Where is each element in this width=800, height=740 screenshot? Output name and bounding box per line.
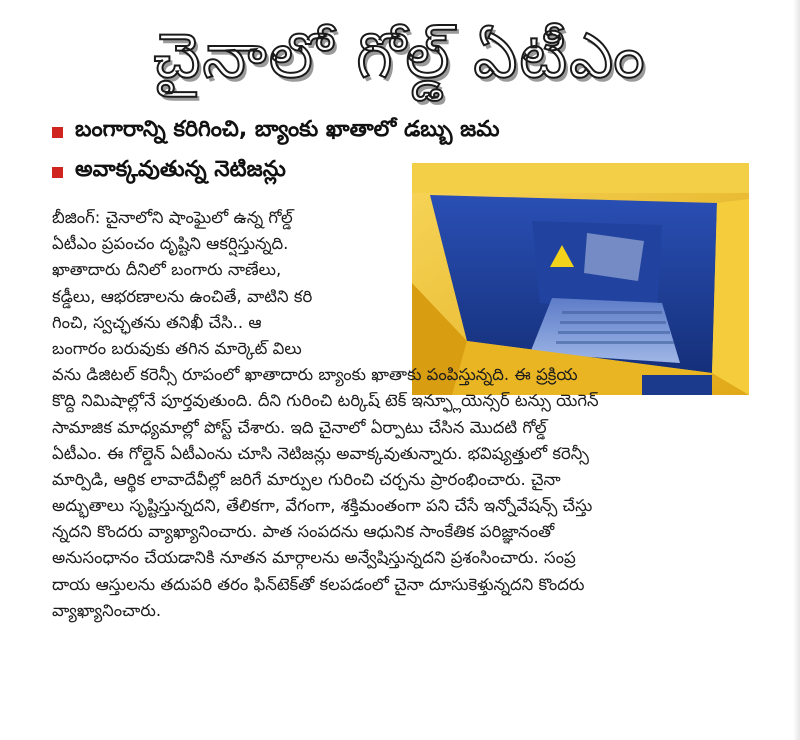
- article-headline: చైనాలో గోల్డ్ ఏటీఎం: [153, 19, 647, 92]
- subheadline-item: [52, 152, 412, 192]
- body-line: అద్భుతాలు సృష్టిస్తున్నదని, తేలికగా, వేగంగా, శక్తిమంతంగా పని చేసే ఇన్నోవేషన్స్ చేస్తు: [52, 496, 593, 516]
- body-line: మార్పిడి, ఆర్థిక లావాదేవీల్లో జరిగే మార్పుల గురించి చర్చను ప్రారంభించారు. చైనా: [52, 469, 561, 489]
- body-line: అనుసంధానం చేయడానికి నూతన మార్గాలను అన్వేషిస్తున్నదని ప్రశంసించారు. సంప్ర: [52, 548, 576, 568]
- body-line: ఏటీఎం. ఈ గోల్డెన్ ఏటీఎంను చూసి నెటిజన్లు అవాక్కవుతున్నారు. భవిష్యత్తులో కరెన్సీ: [52, 443, 589, 463]
- subheadline-item: [52, 112, 500, 152]
- body-line: ఏటీఎం ప్రపంచం దృష్టిని ఆకర్షిస్తున్నది.: [52, 234, 289, 254]
- subheadline-list: [52, 112, 500, 192]
- body-line: కడ్డీలు, ఆభరణాలను ఉంచితే, వాటిని కరి: [52, 286, 313, 306]
- body-line: వను డిజిటల్ కరెన్సీ రూపంలో ఖాతాదారు బ్యాంకు ఖాతాకు పంపిస్తున్నది. ఈ ప్రక్రియ: [52, 365, 578, 385]
- page-edge-shadow: [793, 0, 800, 740]
- subheadline-text: బంగారాన్ని కరిగించి, బ్యాంకు ఖాతాలో డబ్బు జమ: [75, 117, 500, 142]
- body-line: కొద్ది నిమిషాల్లోనే పూర్తవుతుంది. దీని గురించి టర్కిష్ టెక్ ఇన్ఫ్లూయెన్సర్ టన్సు యెగెన్: [52, 391, 599, 411]
- subheadline-text: అవాక్కవుతున్న నెటిజన్లు: [75, 157, 286, 182]
- article-body: [52, 205, 599, 624]
- body-line: బీజింగ్: చైనాలోని షాంఘైలో ఉన్న గోల్డ్: [52, 208, 293, 227]
- body-line: వ్యాఖ్యానించారు.: [52, 600, 162, 620]
- body-line: దాయ ఆస్తులను తదుపరి తరం ఫిన్‌టెక్‌తో కలపడంలో చైనా దూసుకెళ్తున్నదని కొందరు: [52, 574, 585, 594]
- red-square-bullet-icon: [52, 167, 63, 178]
- body-line: బంగారం బరువుకు తగిన మార్కెట్ విలు: [52, 338, 302, 358]
- red-square-bullet-icon: [52, 127, 63, 138]
- body-line: గించి, స్వచ్ఛతను తనిఖీ చేసి.. ఆ: [52, 312, 262, 332]
- body-line: సామాజిక మాధ్యమాల్లో పోస్ట్ చేశారు. ఇది చైనాలో ఏర్పాటు చేసిన మొదటి గోల్డ్: [52, 417, 547, 437]
- body-line: ఖాతాదారు దీనిలో బంగారు నాణేలు,: [52, 260, 282, 280]
- body-line: న్నదని కొందరు వ్యాఖ్యానించారు. పాత సంపదను ఆధునిక సాంకేతిక పరిజ్ఞానంతో: [52, 522, 555, 542]
